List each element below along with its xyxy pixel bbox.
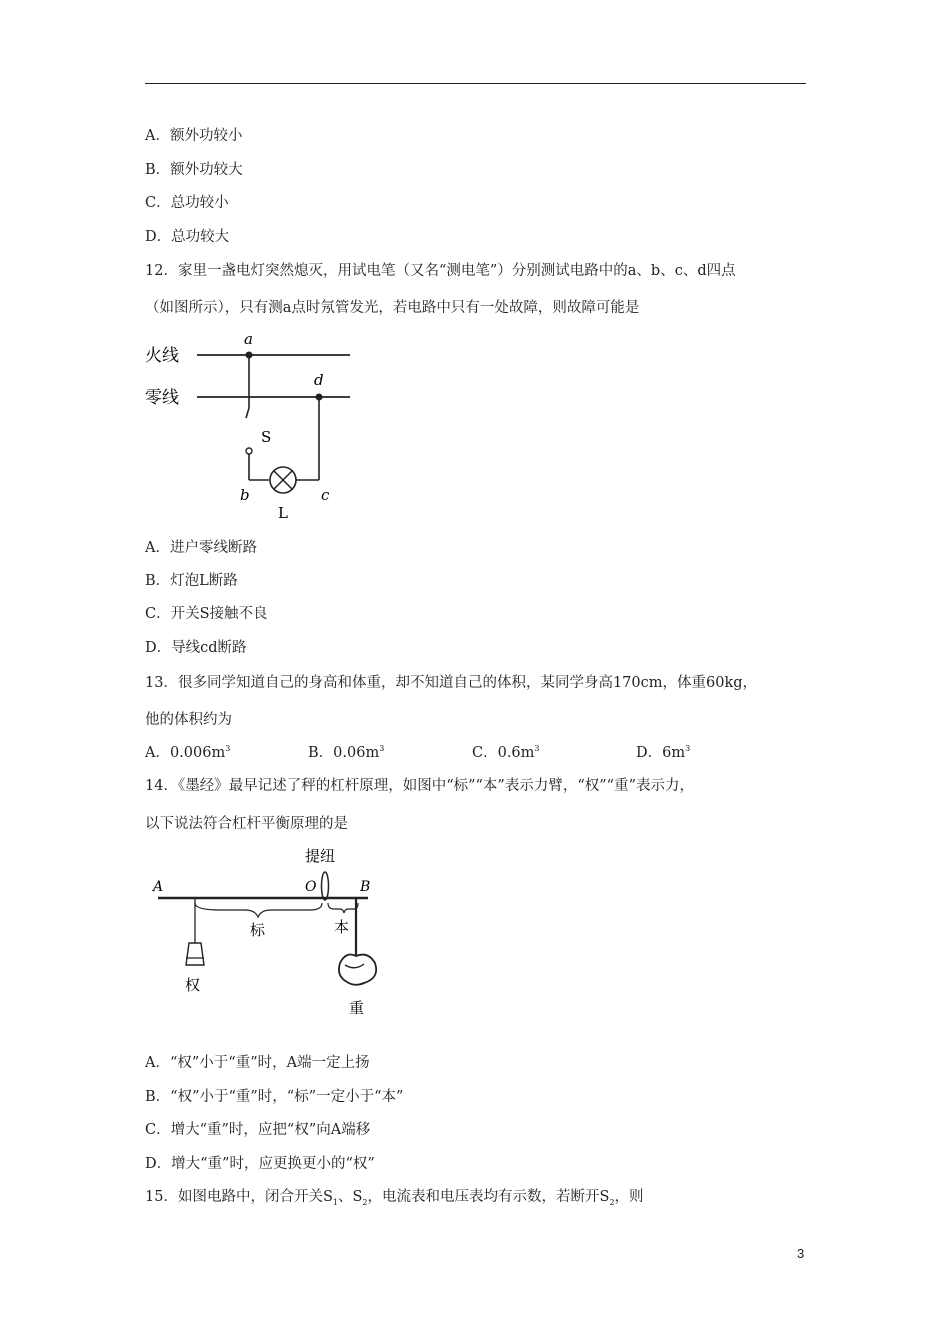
biao-label: 标 [250, 921, 266, 939]
q11-option-b: B．额外功较大 [145, 162, 243, 178]
switch-label: S [261, 428, 272, 446]
q14-option-c: C．增大“重”时，应把“权”向A端移 [145, 1122, 371, 1138]
q15-stem: 15．如图电路中，闭合开关$S_1$、$S_2$，电流表和电压表均有示数，若断开$S_2$，则 [145, 1189, 644, 1207]
q12-option-c: C．开关S接触不良 [145, 606, 268, 622]
point-b-label: b [240, 486, 250, 504]
switch-blade [246, 408, 249, 418]
biao-brace [195, 903, 322, 917]
point-d-dot [316, 394, 323, 401]
q14-stem-line2: 以下说法符合杠杆平衡原理的是 [145, 816, 348, 832]
q12-stem-line2: （如图所示），只有测a点时氖管发光，若电路中只有一处故障，则故障可能是 [145, 300, 640, 316]
handle-loop [322, 872, 329, 900]
q14-option-d: D．增大“重”时，应更换更小的“权” [145, 1156, 375, 1172]
page-number: 3 [797, 1246, 805, 1261]
q11-option-d: D．总功较大 [145, 229, 230, 245]
q13-option-a: A．$0.006m^3$ [145, 744, 231, 761]
q14-steelyard-diagram [150, 843, 390, 1023]
point-a-label: a [244, 330, 253, 348]
q12-stem-line1: 12．家里一盏电灯突然熄灭，用试电笔（又名“测电笔”）分别测试电路中的a、b、c、d四点 [145, 263, 736, 279]
label-o: O [305, 879, 317, 895]
quan-label: 权 [185, 976, 201, 994]
ben-brace [328, 903, 358, 913]
q14-option-b: B．“权”小于“重”时，“标”一定小于“本” [145, 1089, 404, 1105]
point-c-label: c [321, 486, 330, 504]
q14-stem-line1: 14．《墨经》最早记述了秤的杠杆原理，如图中“标”“本”表示力臂，“权”“重”表示力， [145, 778, 695, 794]
quan-weight [186, 943, 204, 965]
live-label: 火线 [145, 346, 179, 366]
neutral-label: 零线 [145, 388, 179, 408]
q11-option-a: A．额外功较小 [145, 128, 243, 144]
q13-stem-line1: 13．很多同学知道自己的身高和体重，却不知道自己的体积，某同学身高170cm，体重60kg， [145, 675, 758, 691]
q12-circuit-diagram [145, 330, 360, 525]
point-d-label: d [314, 371, 324, 389]
ben-label: 本 [334, 918, 350, 936]
q13-option-c: C．$0.6m^3$ [472, 744, 540, 761]
q13-option-b: B．$0.06m^3$ [308, 744, 385, 761]
point-a-dot [246, 352, 253, 359]
zhong-label: 重 [349, 999, 365, 1017]
q12-option-d: D．导线cd断路 [145, 640, 247, 656]
header-rule [145, 83, 806, 84]
q13-option-d: D．$6m^3$ [636, 744, 691, 761]
zhong-load [339, 955, 376, 985]
q11-option-c: C．总功较小 [145, 195, 229, 211]
q12-option-b: B．灯泡L断路 [145, 573, 238, 589]
tizu-label: 提纽 [305, 847, 336, 865]
label-b: B [360, 879, 371, 895]
label-a: A [153, 879, 164, 895]
switch-contact [246, 448, 252, 454]
q12-option-a: A．进户零线断路 [145, 540, 257, 556]
q13-stem-line2: 他的体积约为 [145, 712, 232, 728]
lamp-label: L [278, 504, 288, 522]
q14-option-a: A．“权”小于“重”时，A端一定上扬 [145, 1055, 370, 1071]
